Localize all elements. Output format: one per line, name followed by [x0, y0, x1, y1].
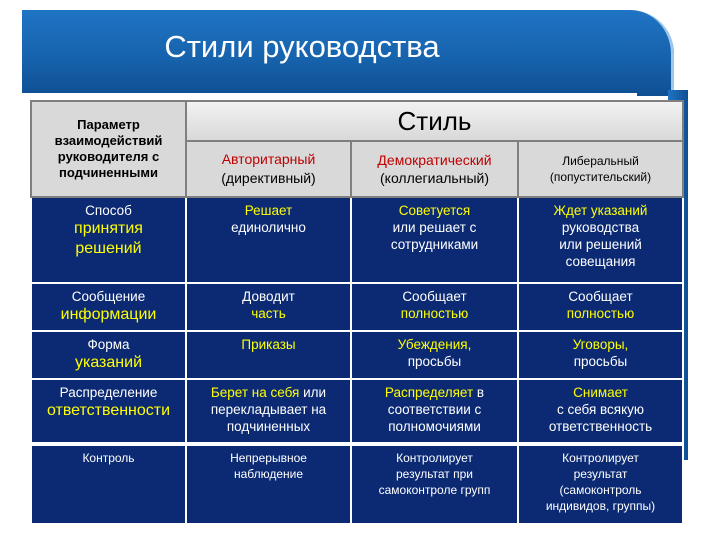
value-cell-liberal: Уговоры, просьбы — [518, 331, 683, 379]
page-title: Стили руководства — [164, 29, 440, 64]
value-cell-authoritarian: Решает единолично — [186, 197, 351, 282]
table-row — [31, 331, 683, 379]
banner-edge-accent — [630, 10, 674, 96]
header-style-democratic: Демократический (коллегиальный) — [351, 141, 518, 197]
header-parameter-cell: Параметр взаимодействий руководителя с подчиненными — [31, 101, 186, 197]
value-cell-authoritarian: Непрерывное наблюдение — [186, 444, 351, 524]
param-cell: Форма указаний — [31, 331, 186, 379]
param-cell: Контроль — [31, 444, 186, 524]
value-cell-democratic: Сообщает полностью — [351, 283, 518, 331]
header-style-authoritarian: Авторитарный (директивный) — [186, 141, 351, 197]
table-row — [31, 444, 683, 524]
value-cell-authoritarian: Приказы — [186, 331, 351, 379]
param-cell: Распределение ответственности — [31, 379, 186, 443]
header-style-cell: Стиль — [186, 101, 683, 141]
value-cell-liberal: Сообщает полностью — [518, 283, 683, 331]
value-cell-democratic: Советуется или решает с сотрудниками — [351, 197, 518, 282]
value-cell-democratic: Убеждения, просьбы — [351, 331, 518, 379]
value-cell-liberal: Контролирует результат (самоконтроль индивидов, группы) — [518, 444, 683, 524]
value-cell-democratic: Распределяет в соответствии с полномочиями — [351, 379, 518, 443]
table-row — [31, 197, 683, 282]
param-cell: Способ принятия решений — [31, 197, 186, 282]
table-row — [31, 379, 683, 443]
banner-underline — [22, 93, 637, 96]
value-cell-authoritarian: Доводит часть — [186, 283, 351, 331]
table-row — [31, 283, 683, 331]
value-cell-liberal: Ждет указаний руководства или решений совещания — [518, 197, 683, 282]
value-cell-authoritarian: Берет на себя или перекладывает на подчиненных — [186, 379, 351, 443]
leadership-styles-table — [30, 100, 684, 525]
header-style-liberal: Либеральный (попустительский) — [518, 141, 683, 197]
value-cell-liberal: Снимает с себя всякую ответственность — [518, 379, 683, 443]
value-cell-democratic: Контролирует результат при самоконтроле групп — [351, 444, 518, 524]
param-cell: Сообщение информации — [31, 283, 186, 331]
